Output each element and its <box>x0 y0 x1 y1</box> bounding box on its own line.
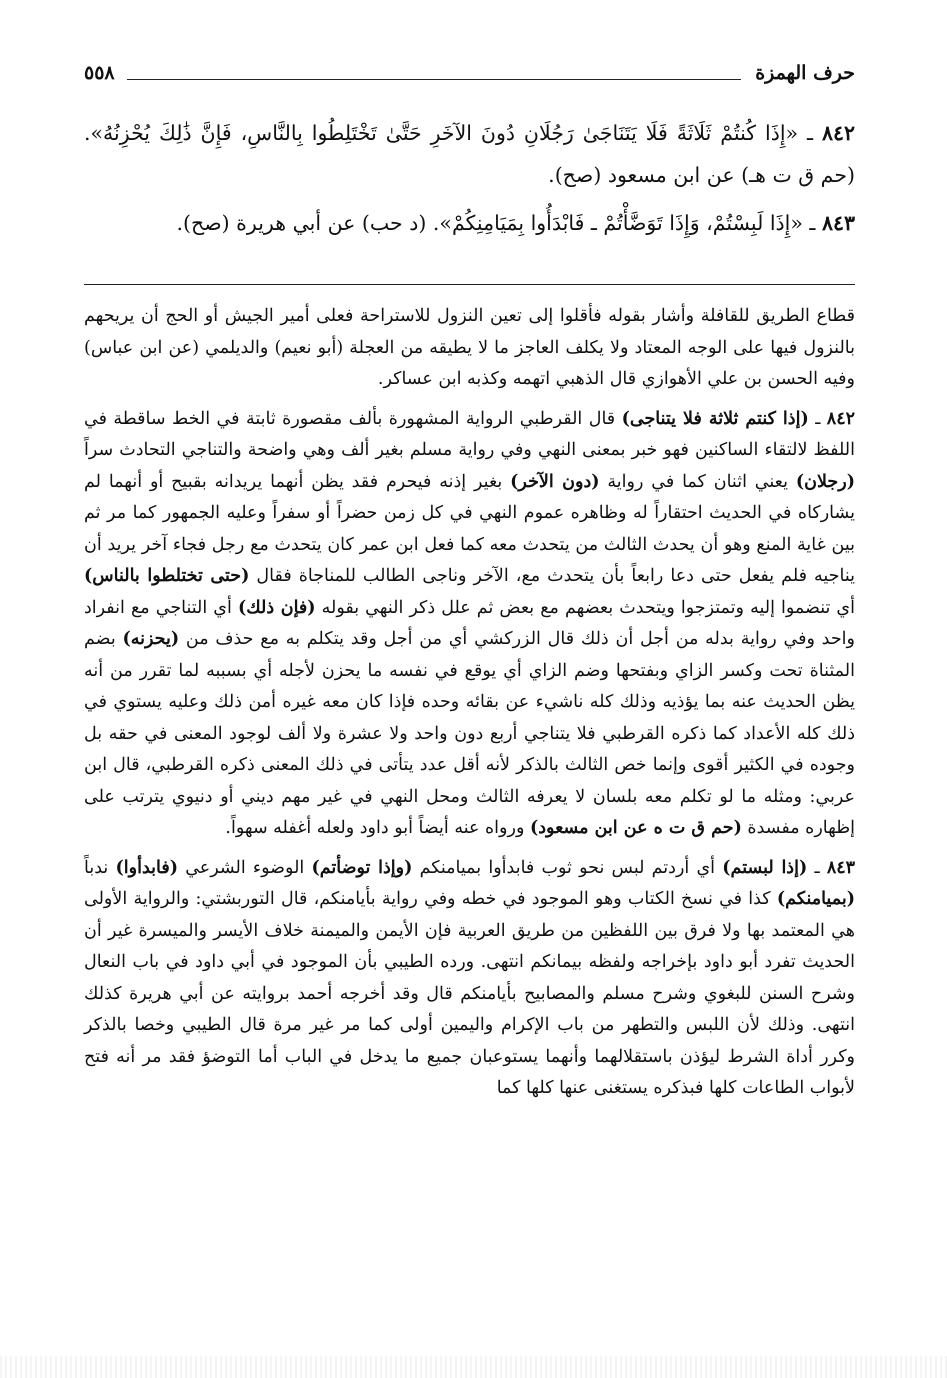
commentary-842 <box>84 404 855 845</box>
hadith-number: ٨٤٢ <box>821 121 855 145</box>
quoted-phrase: (إذا لبستم) <box>722 857 808 878</box>
commentary-text: ندباً <box>84 857 116 878</box>
hadith-number: ٨٤٣ <box>821 211 855 235</box>
commentary-text: كذا في نسخ الكتاب وهو الموجود في خطه وفي رواية بأيامنكم، قال التوربشتي: والرواية الأولى هي المعتمد بها ولا فرق بين اللفظين من طريق العربية فإن الأيمن والميمنة خلاف الأيسر والميسرة غير أن الحديث تفرد أبو داود بإخراجه ولفظه بيمانكم انتهى. ورده الطيبي بأن الموجود في أبي داود في باب النعال وشرح السنن للبغوي وشرح مسلم والمصابيح بأيامنكم قال وقد أخرجه أحمد بروايته عن أبي هريرة كذلك انتهى. وذلك لأن اللبس والتطهر من باب الإكرام واليمين أولى كما مر غير مرة قال الطيبي وخصا بالذكر وكرر أداة الشرط ليؤذن باستقلالهما وأنهما يستوعبان جميع ما يدخل في الباب أما التوضؤ فقد مر أنه فتح لأبواب الطاعات كلها فبذكره يستغنى عنها كلها كما <box>84 889 855 1098</box>
commentary-text: أي التناجي مع انفراد واحد وفي رواية بدله من أجل أن ذلك قال الزركشي أي من أجل وقد يتكلم به مع حذف من <box>84 597 855 649</box>
quoted-phrase: (إذا كنتم ثلاثة فلا يتناجى) <box>621 408 809 429</box>
commentary-text: أي تنضموا إليه وتمتزجوا ويتحدث بعضهم مع بعض ثم علل ذكر النهي بقوله <box>315 597 855 618</box>
quoted-phrase: (بميامنكم) <box>776 889 855 909</box>
hadith-text-block <box>84 112 855 244</box>
hadith-842 <box>84 112 855 196</box>
quoted-phrase: (رجلان) <box>795 471 855 492</box>
header-rule <box>127 79 742 80</box>
source-citation: (حم ق ت ه عن ابن مسعود) <box>529 818 742 838</box>
quoted-phrase: (فإن ذلك) <box>237 597 316 618</box>
commentary-intro: قطاع الطريق للقافلة وأشار بقوله فأقلوا إلى تعين النزول للاستراحة فعلى أمير الجيش أو الحج أن يريحهم بالنزول فيها على الوجه المعتاد ولا يكلف العاجز ما لا يطيقه من العجلة (أبو نعيم) والديلمي (عن ابن عباس) وفيه الحسن بن علي الأهوازي قال الذهبي اتهمه وكذبه ابن عساكر. <box>84 306 855 389</box>
commentary-text: يعني اثنان كما في رواية <box>599 471 796 492</box>
commentary-number: ٨٤٣ <box>826 857 856 878</box>
section-separator <box>84 284 855 285</box>
commentary-843 <box>84 853 855 1105</box>
commentary-number: ٨٤٢ <box>826 408 855 429</box>
commentary-text: ورواه عنه أيضاً أبو داود ولعله أغفله سهواً. <box>225 818 530 838</box>
quoted-phrase: (فابدأوا) <box>115 857 178 878</box>
commentary-text: ـ <box>807 857 827 878</box>
page-number: ٥٥٨ <box>84 62 115 84</box>
commentary-block <box>84 301 855 1105</box>
scan-edge <box>0 1356 947 1378</box>
commentary-text: قال القرطبي الرواية المشهورة بألف مقصورة ثابتة في الخط ساقطة في اللفظ لالتقاء الساكنين فهو خبر بمعنى النهي وفي رواية مسلم بغير ألف وهي واضحة والتناجي التحادث سراً <box>84 408 855 460</box>
commentary-text: الوضوء الشرعي <box>177 857 312 878</box>
running-header <box>84 52 855 94</box>
quoted-phrase: (وإذا توضأتم) <box>311 857 413 878</box>
chapter-title: حرف الهمزة <box>755 62 855 84</box>
commentary-text: بغير إذنه فيحرم فقد يظن أنهما يريدانه بقبيح أو أنهما لم يشاركاه في الحديث احتقاراً له وظاهره عموم النهي في كل زمن حضراً أو سفراً وعليه الجمهور كما مر ثم بين غاية المنع وهو أن يحدث الثالث من يتحدث معه كما فعل ابن عمر كان يتحدث مع رجل فجاء آخر يريد أن يناجيه فلم يفعل حتى دعا رابعاً بأن يتحدث مع، الآخر وناجى الطالب للمناجاة فقال <box>84 471 855 586</box>
hadith-text: ـ «إِذَا كُنتُمْ ثَلَاثَةً فَلَا يَتَنَاجَىٰ رَجُلَانِ دُونَ الآخَرِ حَتَّىٰ تَخْتَلِطُوا بِالنَّاسِ، فَإِنَّ ذَٰلِكَ يُحْزِنُهُ». (حم ق ت هـ) عن ابن مسعود (صح). <box>84 121 855 187</box>
quoted-phrase: (يحزنه) <box>122 629 180 649</box>
quoted-phrase: (دون الآخر) <box>510 471 600 492</box>
hadith-843 <box>84 202 855 244</box>
commentary-text: بضم المثناة تحت وكسر الزاي وبفتحها وضم الزاي أي يوقع في نفسه ما يحزن لأجله أي بسببه لما تقرر من أنه يظن الحديث عنه بما يؤذيه وذلك كله ناشيء عن بقائه وحده فإذا كان معه غيره أمن ذلك وعليه يستوي في ذلك كله الأعداد كما ذكره القرطبي فلا يتناجي أربع دون واحد ولا عشرة ولا ألف لوجود المعنى في حقه بل وجوده في الكثير أقوى وإنما خص الثالث بالذكر لأنه أقل عدد يتأتى في ذلك المعنى ذكره القرطبي، قال ابن عربي: ومثله ما لو تكلم معه بلسان لا يعرفه الثالث ومحل النهي في غير مهم ديني أو دنيوي يترتب على إظهاره مفسدة <box>84 629 855 838</box>
commentary-text: أي أردتم لبس نحو ثوب فابدأوا بميامنكم <box>412 857 723 878</box>
commentary-text: ـ <box>808 408 827 429</box>
hadith-text: ـ «إِذَا لَبِسْتُمْ، وَإِذَا تَوَضَّأْتُمْ ـ فَابْدَأُوا بِمَيَامِنِكُمْ». (د حب) عن أبي هريرة (صح). <box>176 211 822 235</box>
quoted-phrase: (حتى تختلطوا بالناس) <box>84 566 250 586</box>
